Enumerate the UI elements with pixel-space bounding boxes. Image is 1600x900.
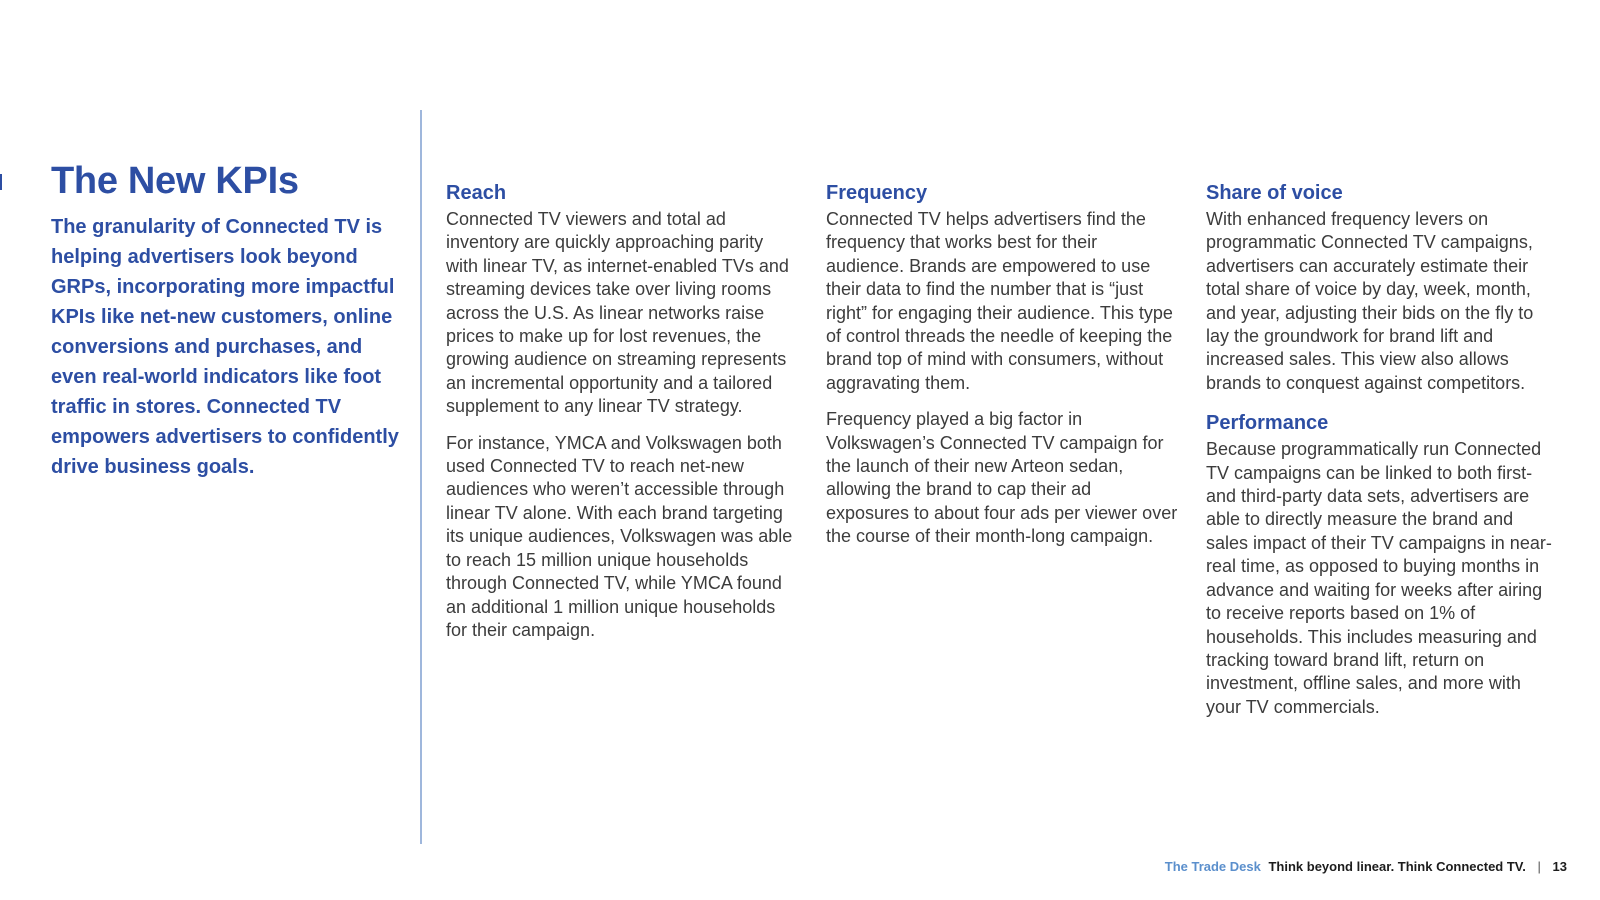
performance-section (1206, 408, 1558, 719)
reach-heading: Reach (446, 182, 507, 204)
footer-separator: | (1537, 859, 1541, 874)
share-of-voice-section (1206, 178, 1558, 395)
share-of-voice-paragraph: With enhanced frequency levers on programmatic Connected TV campaigns, advertisers can accurately estimate their total share of voice by day, week, month, and year, adjusting their bids on the fly to lay the groundwork for brand lift and increased sales. This view also allows brands to conquest against competitors. (1206, 209, 1534, 393)
frequency-paragraph: Frequency played a big factor in Volkswagen’s Connected TV campaign for the launch of their new Arteon sedan, allowing the brand to cap their ad exposures to about four ads per viewer over the course of their month-long campaign. (826, 409, 1178, 547)
frequency-column (826, 178, 1178, 549)
performance-heading: Performance (1206, 412, 1329, 435)
share-of-voice-heading: Share of voice (1206, 182, 1343, 204)
reach-paragraph: Connected TV viewers and total ad inventory are quickly approaching parity with linear TV, as internet-enabled TVs and streaming devices take over living rooms across the U.S. As linear networks raise prices to make up for lost revenues, the growing audience on streaming represents an incremental opportunity and a tailored supplement to any linear TV strategy. (446, 209, 789, 417)
page-number: 13 (1552, 859, 1567, 874)
reach-column (446, 178, 798, 642)
page-footer (1165, 859, 1567, 875)
frequency-section (826, 178, 1178, 549)
frequency-heading: Frequency (826, 182, 928, 204)
page-title: The New KPIs (51, 160, 299, 202)
reach-section (446, 178, 798, 642)
intro-block (51, 160, 403, 482)
reach-paragraph: For instance, YMCA and Volkswagen both used Connected TV to reach net-new audiences who weren’t accessible through linear TV alone. With each brand targeting its unique audiences, Volkswagen was able to reach 15 million unique households through Connected TV, while YMCA found an additional 1 million unique households for their campaign. (446, 432, 793, 640)
intro-text: The granularity of Connected TV is helping advertisers look beyond GRPs, incorporating more impactful KPIs like net-new customers, online conversions and purchases, and even real-world indicators like foot traffic in stores. Connected TV empowers advertisers to confidently drive business goals. (51, 215, 399, 478)
footer-tagline: Think beyond linear. Think Connected TV. (1268, 859, 1526, 874)
footer-brand: The Trade Desk (1164, 859, 1261, 874)
frequency-paragraph: Connected TV helps advertisers find the frequency that works best for their audience. Brands are empowered to use their data to find the number that is “just right” for engaging their audience. This type of control threads the needle of keeping the brand top of mind with consumers, without aggravating them. (826, 209, 1173, 393)
voice-performance-column (1206, 178, 1558, 719)
performance-paragraph: Because programmatically run Connected TV campaigns can be linked to both first- and third-party data sets, advertisers are able to directly measure the brand and sales impact of their TV campaigns in near-real time, as opposed to buying months in advance and waiting for weeks after airing to receive reports based on 1% of households. This includes measuring and tracking toward brand lift, return on investment, offline sales, and more with your TV commercials. (1206, 439, 1552, 717)
vertical-divider (420, 110, 422, 844)
edge-marker (0, 174, 2, 190)
